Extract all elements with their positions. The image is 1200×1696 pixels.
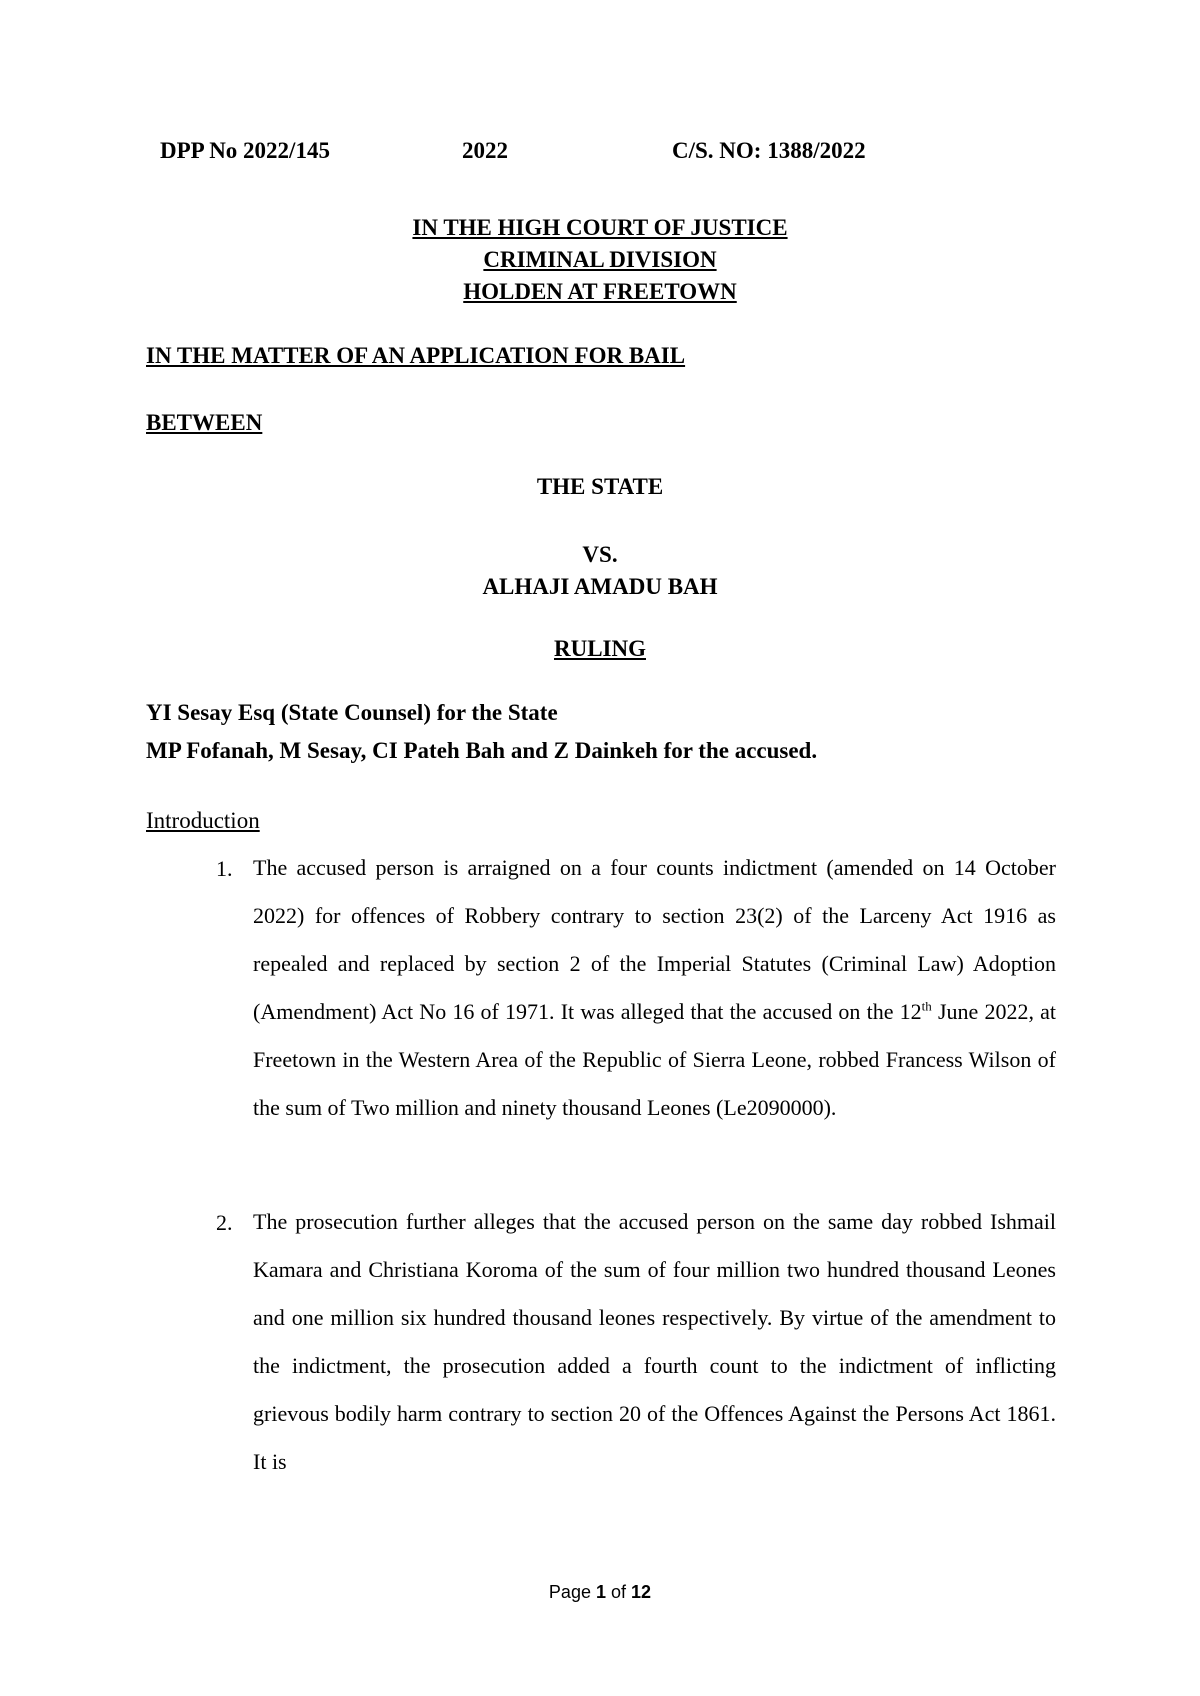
paragraph-1-text-a: The accused person is arraigned on a four counts indictment (amended on 14 October 2022) for offences of Robbery contrary to section 23(2) of the Larceny Act 1916 as repealed and replaced by section 2 of the Imperial Statutes (Criminal Law) Adoption (Amendment) Act No 16 of 1971. It was alleged that the accused on the 12 <box>253 855 1056 1024</box>
page-footer <box>0 1582 1200 1603</box>
counsel-state: YI Sesay Esq (State Counsel) for the State <box>146 700 558 725</box>
party-state: THE STATE <box>536 474 664 499</box>
dpp-number: DPP No 2022/145 <box>160 138 330 163</box>
page-current: 1 <box>595 1582 606 1602</box>
party-accused: ALHAJI AMADU BAH <box>482 574 718 599</box>
versus: VS. <box>582 542 618 567</box>
paragraph-number: 2. <box>216 1210 233 1235</box>
paragraph-1-text-b: June 2022, at Freetown in the Western Area of the Republic of Sierra Leone, robbed Francess Wilson of the sum of Two million and ninety thousand Leones (Le2090000). <box>253 999 1056 1120</box>
introduction-heading: Introduction <box>146 808 260 833</box>
page-total: 12 <box>631 1582 652 1602</box>
case-year: 2022 <box>462 138 508 163</box>
court-division: CRIMINAL DIVISION <box>483 247 717 272</box>
ordinal-suffix: th <box>921 998 932 1014</box>
page-label: Page <box>548 1582 591 1602</box>
paragraph-number: 1. <box>216 856 233 881</box>
counsel-accused: MP Fofanah, M Sesay, CI Pateh Bah and Z Dainkeh for the accused. <box>146 738 818 763</box>
paragraph-2: The prosecution further alleges that the accused person on the same day robbed Ishmail Kamara and Christiana Koroma of the sum of four million two hundred thousand Leones and one million six hundred thousand leones respectively. By virtue of the amendment to the indictment, the prosecution added a fourth count to the indictment of inflicting grievous bodily harm contrary to section 20 of the Offences Against the Persons Act 1861. It is <box>253 1209 1056 1474</box>
of-label: of <box>611 1582 627 1602</box>
ruling-heading: RULING <box>553 636 646 661</box>
cs-number: C/S. NO: 1388/2022 <box>672 138 866 163</box>
matter-heading: IN THE MATTER OF AN APPLICATION FOR BAIL <box>146 343 686 368</box>
court-name: IN THE HIGH COURT OF JUSTICE <box>412 215 788 240</box>
between-heading: BETWEEN <box>146 410 263 435</box>
court-location: HOLDEN AT FREETOWN <box>463 279 737 304</box>
paragraph-1 <box>253 844 1056 1132</box>
